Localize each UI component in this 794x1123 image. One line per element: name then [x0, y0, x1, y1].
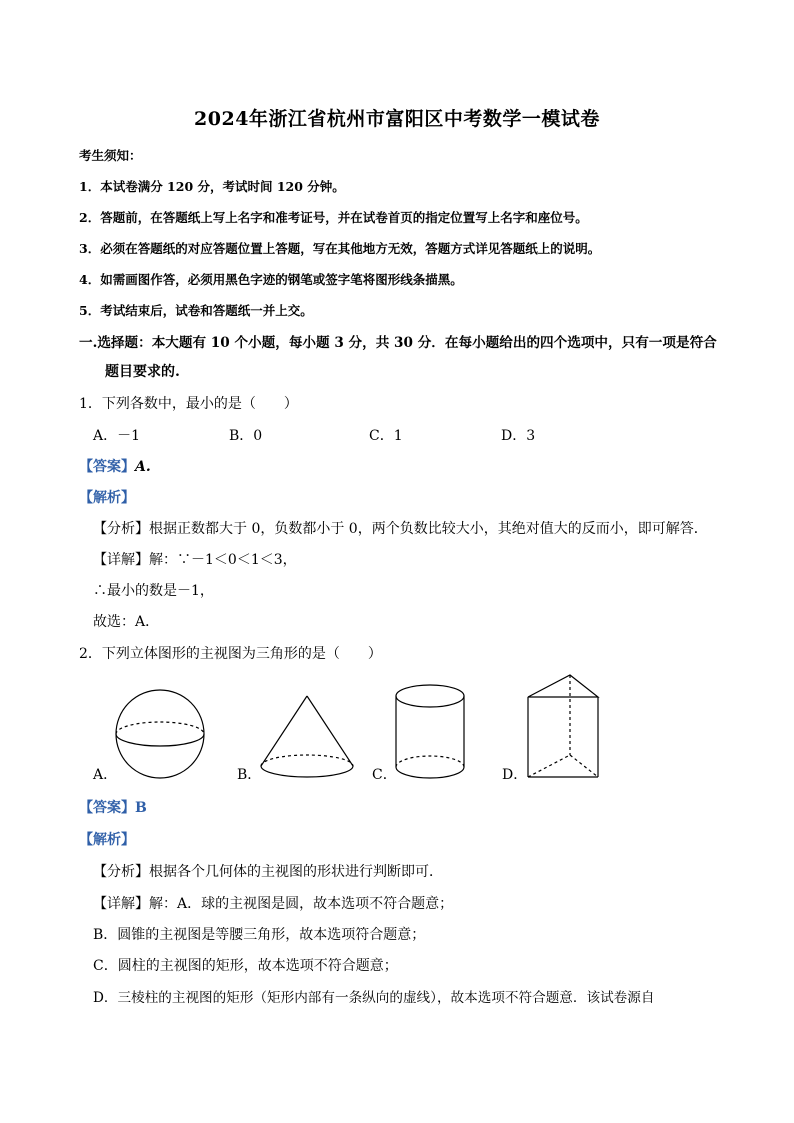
question-1-option-b: B．0: [229, 428, 263, 444]
answer-value: B: [135, 800, 147, 816]
question-1-analysis-label: 【解析】: [79, 490, 135, 506]
question-1-analysis-line: 故选：A．: [93, 614, 160, 630]
figure-a-label: A．: [93, 767, 118, 783]
notice-item-2: 2．答题前，在答题纸上写上名字和准考证号，并在试卷首页的指定位置写上名字和座位号。: [79, 210, 588, 225]
question-2-analysis-line: 【分析】根据各个几何体的主视图的形状进行判断即可．: [93, 864, 443, 880]
notice-item-5: 5．考试结束后，试卷和答题纸一并上交。: [79, 303, 313, 318]
notice-item-1: 1．本试卷满分 120 分，考试时间 120 分钟。: [79, 179, 345, 194]
question-1-option-c: C．1: [369, 428, 403, 444]
cone-icon: [258, 694, 356, 782]
notice-item-3: 3．必须在答题纸的对应答题位置上答题，写在其他地方无效，答题方式详见答题纸上的说明。: [79, 241, 601, 256]
figure-d-label: D．: [502, 767, 528, 783]
page-title: 2024年浙江省杭州市富阳区中考数学一模试卷: [194, 108, 600, 130]
question-1-answer: [79, 456, 151, 476]
question-2-stem: 2．下列立体图形的主视图为三角形的是（ ）: [79, 646, 382, 662]
sphere-icon: [114, 688, 206, 780]
answer-value: A.: [135, 459, 151, 475]
question-2-analysis-line: D．三棱柱的主视图的矩形（矩形内部有一条纵向的虚线），故本选项不符合题意．该试卷源自: [93, 990, 655, 1006]
question-1-option-d: D．3: [501, 428, 536, 444]
section-heading-line2: 题目要求的.: [105, 364, 180, 380]
notice-heading: 考生须知：: [79, 148, 142, 163]
question-2-analysis-line: B．圆锥的主视图是等腰三角形，故本选项符合题意；: [93, 927, 426, 943]
question-1-analysis-line: 【分析】根据正数都大于 0，负数都小于 0，两个负数比较大小，其绝对值大的反而小，即可解答．: [93, 521, 708, 537]
section-heading-line1: 一.选择题：本大题有 10 个小题，每小题 3 分，共 30 分．在每小题给出的四个选项中，只有一项是符合: [79, 335, 717, 351]
figure-b-label: B．: [237, 767, 262, 783]
question-2-analysis-line: C．圆柱的主视图的矩形，故本选项不符合题意；: [93, 958, 398, 974]
question-2-answer: [79, 797, 147, 817]
figure-c-label: C．: [372, 767, 397, 783]
answer-label: 【答案】: [79, 800, 135, 816]
question-2-analysis-line: 【详解】解：A．球的主视图是圆，故本选项不符合题意；: [93, 896, 454, 912]
question-1-analysis-line: 【详解】解：∵－1＜0＜1＜3，: [93, 552, 297, 568]
question-1-stem: 1．下列各数中，最小的是（ ）: [79, 396, 298, 412]
question-2-analysis-label: 【解析】: [79, 832, 135, 848]
notice-item-4: 4．如需画图作答，必须用黑色字迹的钢笔或签字笔将图形线条描黑。: [79, 272, 463, 287]
cylinder-icon: [393, 683, 467, 783]
answer-label: 【答案】: [79, 459, 135, 475]
triangular-prism-icon: [526, 673, 602, 779]
question-1-option-a: A．－1: [93, 428, 141, 444]
question-1-analysis-line: ∴最小的数是－1，: [93, 583, 214, 599]
